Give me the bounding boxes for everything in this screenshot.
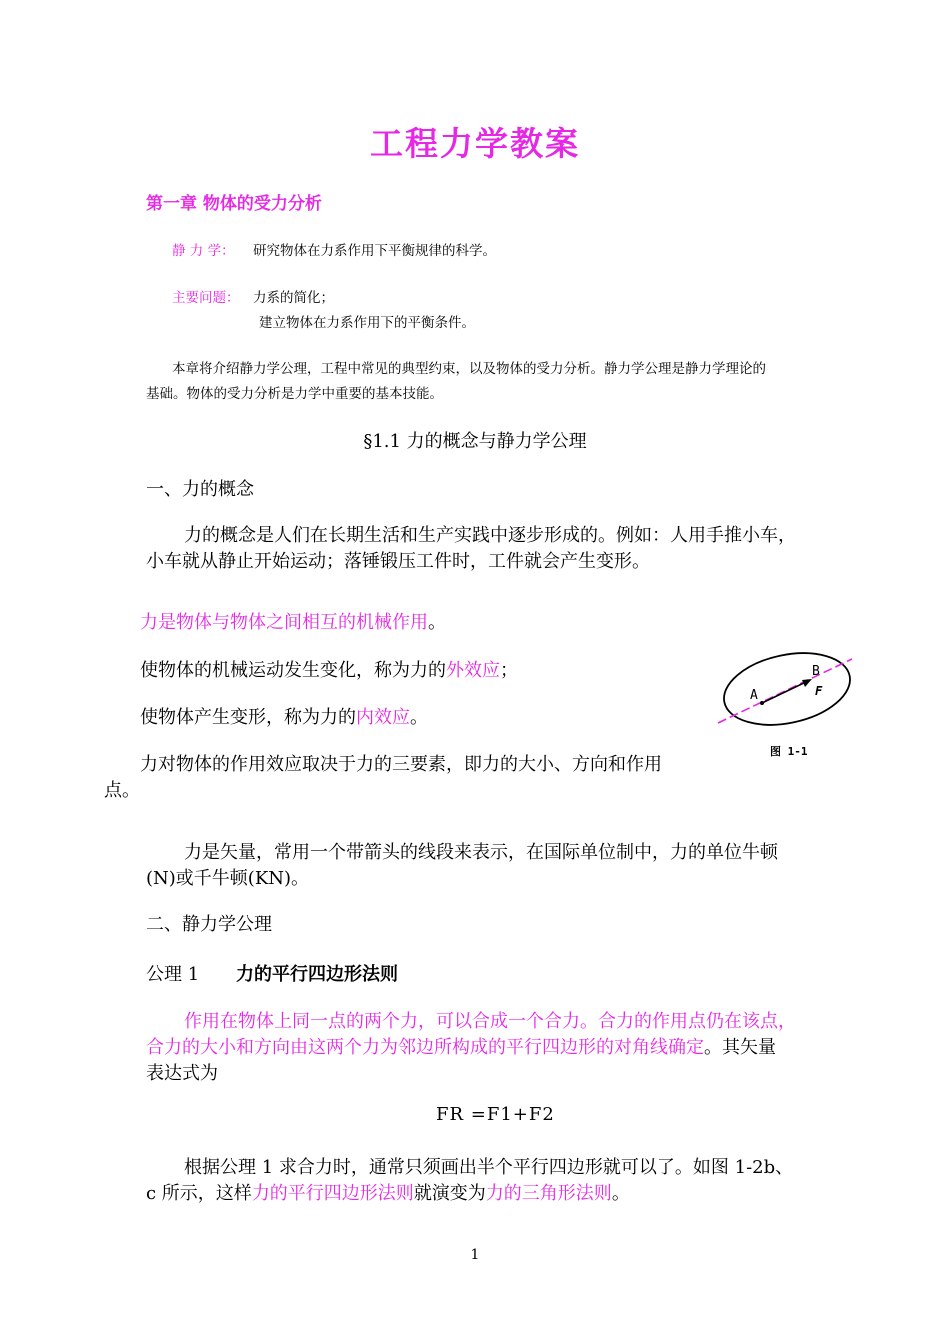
axiom1-line2-end: 。其矢量 xyxy=(704,1037,776,1058)
force-concept-line2: 小车就从静止开始运动；落锤锻压工件时，工件就会产生变形。 xyxy=(146,551,650,572)
force-definition-highlight: 力是物体与物体之间相互的机械作用 xyxy=(140,612,428,633)
internal-effect-text: 使物体产生变形，称为力的 xyxy=(140,707,356,728)
internal-effect-line xyxy=(140,703,428,729)
vector-formula: FR =F1+F2 xyxy=(436,1104,555,1125)
vector-line1: 力是矢量，常用一个带箭头的线段来表示，在国际单位制中，力的单位牛顿 xyxy=(184,842,778,863)
external-effect-text: 使物体的机械运动发生变化，称为力的 xyxy=(140,660,446,681)
axiom1-label: 公理 1 xyxy=(146,964,200,985)
internal-effect-term: 内效应 xyxy=(356,707,410,728)
triangle-rule-end: 。 xyxy=(611,1183,630,1204)
axiom1-line2 xyxy=(146,1033,776,1059)
point-a-dot xyxy=(760,701,764,705)
axiom1-line3: 表达式为 xyxy=(146,1063,218,1084)
label-f: F xyxy=(815,684,823,698)
chapter-heading: 第一章 物体的受力分析 xyxy=(146,194,322,214)
figure-caption: 图 1-1 xyxy=(770,745,808,758)
force-definition xyxy=(140,608,446,634)
external-effect-line xyxy=(140,656,518,682)
heading-statics-axioms: 二、静力学公理 xyxy=(146,914,272,935)
triangle-rule-term: 力的三角形法则 xyxy=(485,1183,612,1204)
axiom1-line2-highlight: 合力的大小和方向由这两个力为邻边所构成的平行四边形的对角线确定 xyxy=(146,1037,704,1058)
main-issue-2: 建立物体在力系作用下的平衡条件。 xyxy=(259,315,475,331)
three-elements-cont: 点。 xyxy=(104,780,140,801)
axiom1-line1: 作用在物体上同一点的两个力，可以合成一个合力。合力的作用点仍在该点， xyxy=(184,1011,796,1032)
label-a: A xyxy=(750,688,758,703)
triangle-rule-line2 xyxy=(146,1179,630,1205)
triangle-rule-line1: 根据公理 1 求合力时，通常只须画出半个平行四边形就可以了。如图 1-2b、 xyxy=(184,1157,794,1178)
page-number: 1 xyxy=(470,1247,480,1263)
external-effect-term: 外效应 xyxy=(446,660,500,681)
line-of-action xyxy=(718,659,852,723)
statics-label: 静 力 学： xyxy=(172,243,235,259)
three-elements-line: 力对物体的作用效应取决于力的三要素，即力的大小、方向和作用 xyxy=(140,754,662,775)
section-title: §1.1 力的概念与静力学公理 xyxy=(363,431,587,452)
figure-1-1 xyxy=(712,647,862,763)
force-definition-end: 。 xyxy=(428,612,446,633)
document-title: 工程力学教案 xyxy=(370,124,580,163)
figure-1-1-drawing xyxy=(712,647,862,763)
parallelogram-rule-term: 力的平行四边形法则 xyxy=(251,1183,414,1204)
intro-paragraph-cont: 基础。物体的受力分析是力学中重要的基本技能。 xyxy=(146,386,443,402)
force-concept-line1: 力的概念是人们在长期生活和生产实践中逐步形成的。例如：人用手推小车， xyxy=(184,525,796,546)
statics-definition: 研究物体在力系作用下平衡规律的科学。 xyxy=(253,243,496,259)
force-arrow-shaft xyxy=(762,681,808,703)
main-issues-label: 主要问题： xyxy=(172,290,240,306)
internal-effect-end: 。 xyxy=(410,707,428,728)
label-b: B xyxy=(812,664,820,679)
triangle-rule-text1: c 所示，这样 xyxy=(146,1183,252,1204)
vector-line2: (N)或千牛顿(KN)。 xyxy=(146,868,310,889)
triangle-rule-text2: 就演变为 xyxy=(413,1183,486,1204)
axiom1-title: 力的平行四边形法则 xyxy=(236,964,398,985)
main-issue-1: 力系的简化； xyxy=(253,290,334,306)
force-arrowhead xyxy=(802,679,812,687)
external-effect-end: ； xyxy=(500,660,518,681)
intro-paragraph: 本章将介绍静力学公理，工程中常见的典型约束，以及物体的受力分析。静力学公理是静力学理论的 xyxy=(172,361,766,377)
heading-force-concept: 一、力的概念 xyxy=(146,479,254,500)
